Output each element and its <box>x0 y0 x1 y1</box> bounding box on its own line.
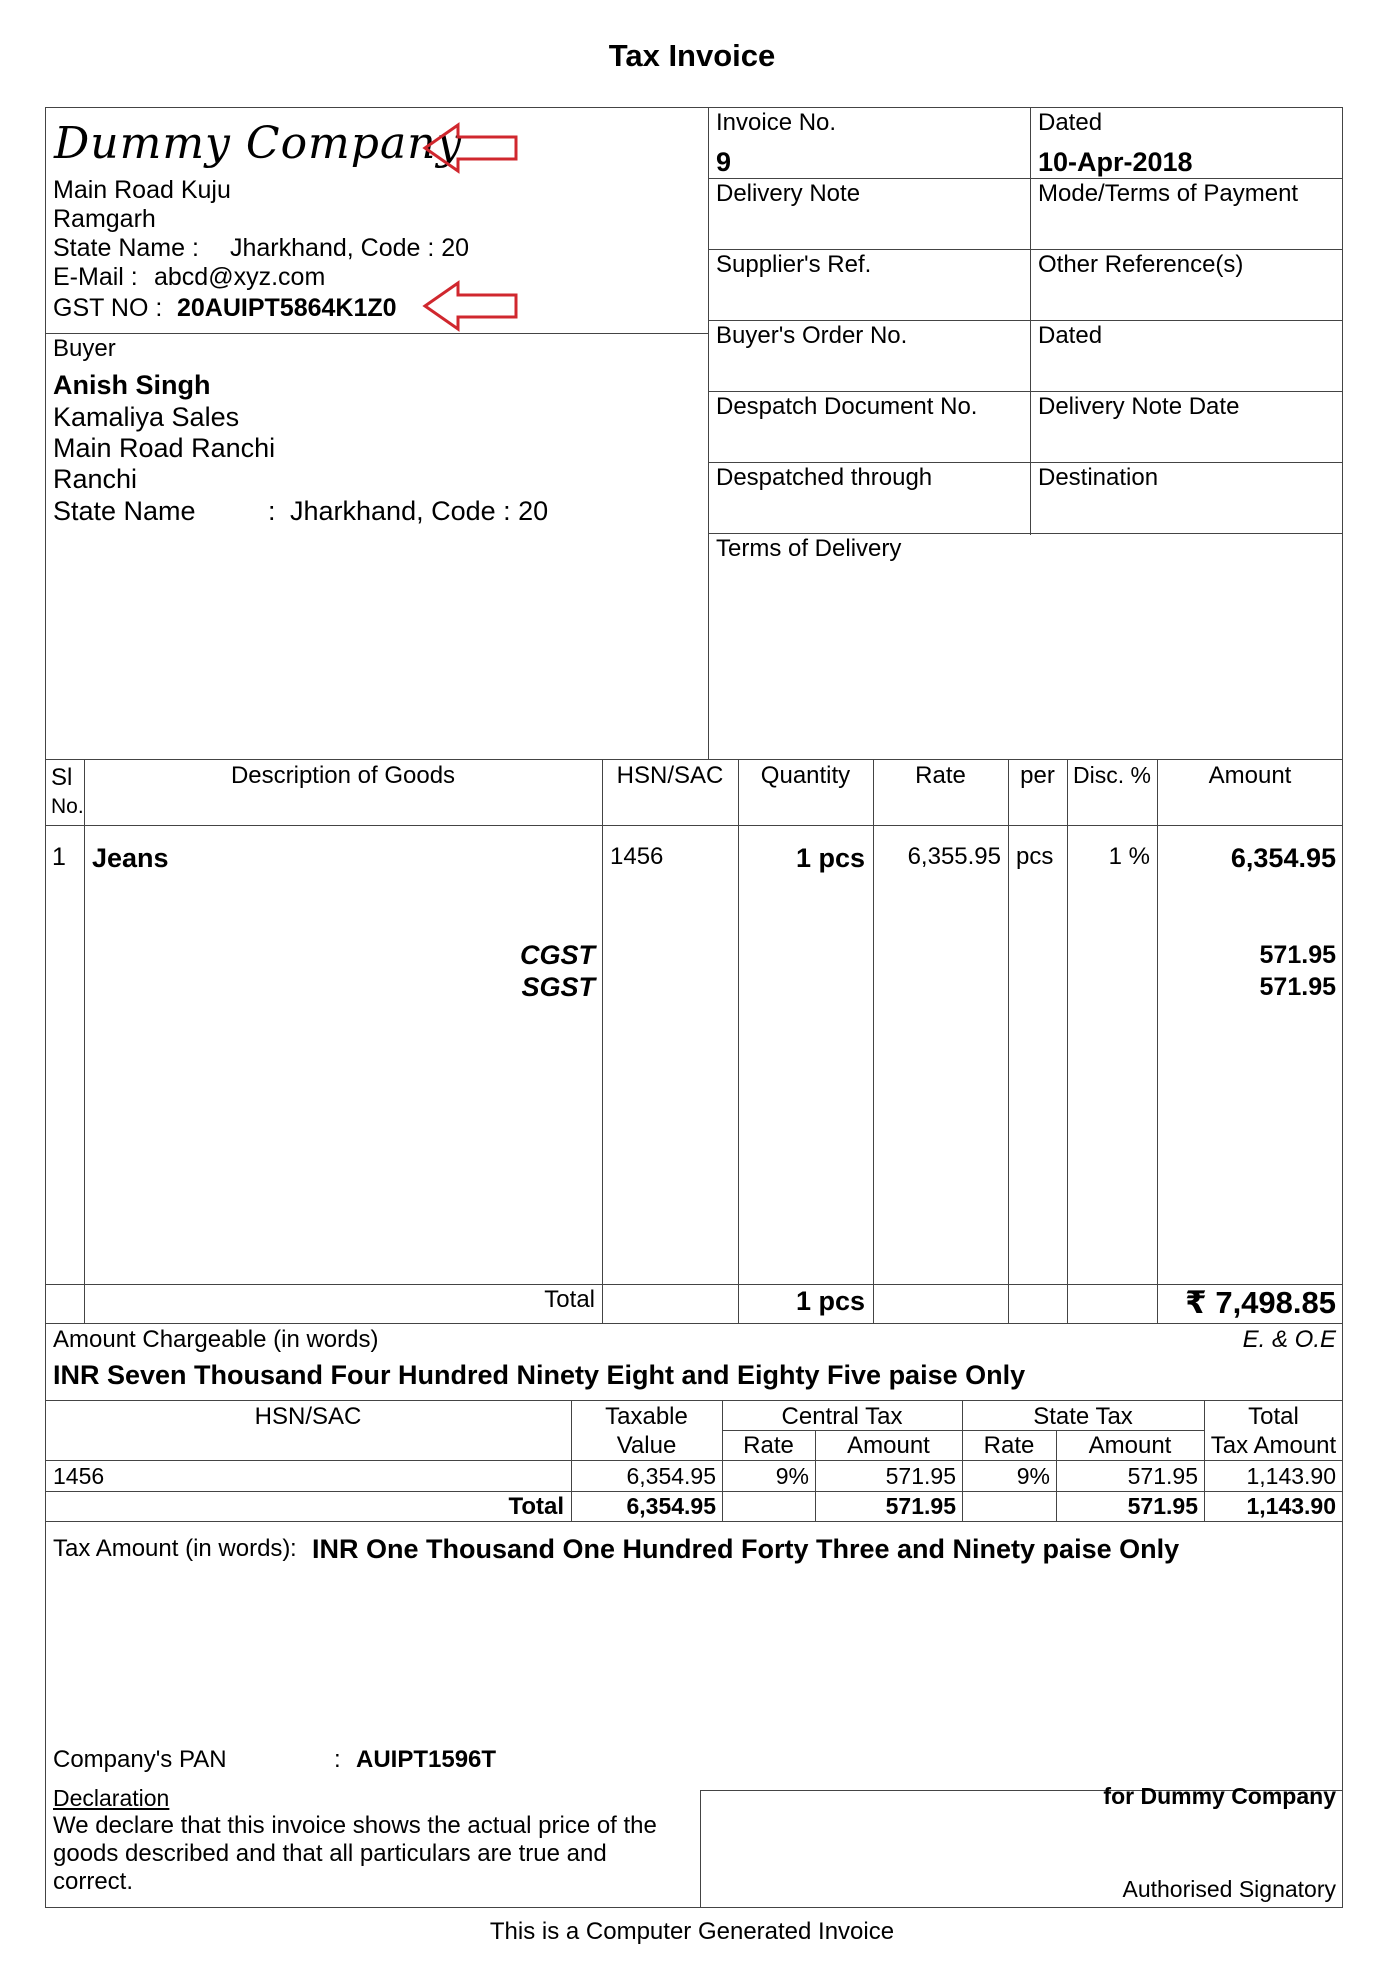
declaration-line-1: We declare that this invoice shows the actual price of the <box>53 1812 657 1839</box>
tax-col-total-header: Total <box>1248 1403 1299 1430</box>
tax-col-total-header-2: Tax Amount <box>1210 1432 1337 1459</box>
buyer-state-value: Jharkhand, Code : 20 <box>290 496 549 526</box>
tax-row-taxable: 6,354.95 <box>626 1463 716 1489</box>
seller-buyer-divider <box>45 333 708 334</box>
tax-col-central-amount-header: Amount <box>847 1432 930 1459</box>
tax-row-state-rate: 9% <box>1016 1463 1050 1489</box>
buyer-state-sep: : <box>268 496 276 526</box>
tax-total-label: Total <box>508 1493 564 1520</box>
item-rate: 6,355.95 <box>907 843 1001 870</box>
tax-total-amount: 1,143.90 <box>1246 1493 1336 1519</box>
declaration-line-2: goods described and that all particulars are true and <box>53 1840 607 1867</box>
buyer-line2: Main Road Ranchi <box>53 433 276 463</box>
items-top-line <box>45 759 1343 760</box>
tax-row-state-amount: 571.95 <box>1127 1463 1198 1489</box>
tax-col-central-header: Central Tax <box>781 1403 903 1430</box>
item-description: Jeans <box>92 843 169 873</box>
item-amount: 6,354.95 <box>1230 843 1336 873</box>
item-hsn: 1456 <box>610 843 664 870</box>
col-description-header: Description of Goods <box>230 762 456 789</box>
col-rate-header: Rate <box>915 762 966 789</box>
company-logo: Dummy Company <box>54 118 463 169</box>
header-divider <box>708 107 709 759</box>
tax-total-state-amount: 571.95 <box>1127 1493 1198 1519</box>
despatched-through-label: Despatched through <box>716 464 933 491</box>
tax-header-line <box>45 1460 1343 1461</box>
seller-address-line1: Main Road Kuju <box>53 176 231 204</box>
sgst-amount: 571.95 <box>1259 973 1336 1001</box>
suppliers-ref-label: Supplier's Ref. <box>716 251 872 278</box>
items-total-line <box>45 1284 1343 1285</box>
sgst-label: SGST <box>521 972 595 1002</box>
mode-terms-label: Mode/Terms of Payment <box>1038 180 1299 207</box>
despatch-doc-label: Despatch Document No. <box>716 393 978 420</box>
invoice-no-value: 9 <box>716 147 732 177</box>
details-row-line <box>708 178 1343 179</box>
arrow-left-icon <box>422 280 520 332</box>
tax-total-taxable: 6,354.95 <box>626 1493 716 1519</box>
col-sl-header: Sl <box>51 764 73 791</box>
pan-label: Company's PAN <box>53 1746 227 1773</box>
tax-row-central-rate: 9% <box>775 1463 809 1489</box>
signature-box-left <box>700 1790 701 1908</box>
invoice-border <box>45 107 1343 1908</box>
items-col-line <box>84 759 85 1323</box>
item-sl: 1 <box>52 843 66 871</box>
item-discount: 1 % <box>1108 843 1150 870</box>
terms-delivery-label: Terms of Delivery <box>716 535 902 562</box>
items-col-line <box>1008 759 1009 1323</box>
tax-bottom-line <box>45 1521 1343 1522</box>
buyer-line3: Ranchi <box>53 464 138 494</box>
cgst-label: CGST <box>519 940 595 970</box>
buyer-state-label: State Name <box>53 496 196 526</box>
tax-row-total: 1,143.90 <box>1246 1463 1336 1489</box>
declaration-line-3: correct. <box>53 1868 134 1895</box>
tax-row-central-amount: 571.95 <box>885 1463 956 1489</box>
details-row-line <box>708 320 1343 321</box>
amount-in-words: INR Seven Thousand Four Hundred Ninety Eight and Eighty Five paise Only <box>53 1360 1026 1390</box>
item-quantity: 1 pcs <box>795 843 865 873</box>
items-total-label: Total <box>544 1286 595 1313</box>
tax-col-taxable-header-2: Value <box>616 1432 677 1459</box>
buyer-label: Buyer <box>53 335 116 362</box>
details-divider <box>1030 107 1031 535</box>
items-total-quantity: 1 pcs <box>795 1286 865 1316</box>
seller-gst-value: 20AUIPT5864K1Z0 <box>177 294 397 322</box>
delivery-note-label: Delivery Note <box>716 180 861 207</box>
details-row-line <box>708 533 1343 534</box>
tax-col-state-header: State Tax <box>1033 1403 1133 1430</box>
seller-email-label: E-Mail : <box>53 263 138 291</box>
order-dated-label: Dated <box>1038 322 1103 349</box>
details-row-line <box>708 391 1343 392</box>
page-title: Tax Invoice <box>608 38 776 73</box>
col-quantity-header: Quantity <box>760 762 851 789</box>
buyer-name: Anish Singh <box>53 370 211 400</box>
buyers-order-label: Buyer's Order No. <box>716 322 908 349</box>
items-bottom-line <box>45 1323 1343 1324</box>
items-col-line <box>602 759 603 1323</box>
authorised-signatory-label: Authorised Signatory <box>1122 1876 1336 1902</box>
details-row-line <box>708 462 1343 463</box>
items-header-line <box>45 825 1343 826</box>
col-disc-header: Disc. % <box>1073 762 1151 788</box>
seller-state-value: Jharkhand, Code : 20 <box>230 234 470 262</box>
tax-total-central-amount: 571.95 <box>885 1493 956 1519</box>
col-sl-header-2: No. <box>51 795 84 818</box>
tax-col-central-rate-header: Rate <box>743 1432 794 1459</box>
col-hsn-header: HSN/SAC <box>616 762 724 789</box>
delivery-note-date-label: Delivery Note Date <box>1038 393 1240 420</box>
tax-top-line <box>45 1400 1343 1401</box>
footer-note: This is a Computer Generated Invoice <box>489 1918 895 1945</box>
items-total-amount: ₹ 7,498.85 <box>1185 1285 1336 1320</box>
dated-label: Dated <box>1038 109 1103 136</box>
details-row-line <box>708 249 1343 250</box>
dated-value: 10-Apr-2018 <box>1038 147 1193 177</box>
for-company-label: for Dummy Company <box>1103 1783 1336 1809</box>
buyer-line1: Kamaliya Sales <box>53 402 240 432</box>
eoe-label: E. & O.E <box>1242 1326 1336 1353</box>
other-refs-label: Other Reference(s) <box>1038 251 1244 278</box>
tax-row-hsn: 1456 <box>53 1463 105 1489</box>
seller-state-label: State Name : <box>53 234 199 262</box>
tax-words-label: Tax Amount (in words) <box>53 1535 291 1562</box>
seller-gst-label: GST NO : <box>53 294 163 322</box>
destination-label: Destination <box>1038 464 1159 491</box>
tax-row-line <box>45 1491 1343 1492</box>
seller-email-value: abcd@xyz.com <box>154 263 326 291</box>
item-per: pcs <box>1016 843 1054 870</box>
invoice-no-label: Invoice No. <box>716 109 837 136</box>
tax-col-state-amount-header: Amount <box>1088 1432 1172 1459</box>
tax-col-taxable-header: Taxable <box>605 1403 688 1430</box>
seller-address-line2: Ramgarh <box>53 205 156 233</box>
amount-words-label: Amount Chargeable (in words) <box>53 1326 379 1353</box>
declaration-label: Declaration <box>53 1785 170 1811</box>
pan-value: AUIPT1596T <box>356 1746 497 1773</box>
tax-words-sep: : <box>290 1535 297 1562</box>
arrow-left-icon <box>422 122 520 174</box>
tax-amount-in-words: INR One Thousand One Hundred Forty Three and Ninety paise Only <box>312 1534 1180 1564</box>
cgst-amount: 571.95 <box>1259 941 1336 969</box>
col-amount-header: Amount <box>1208 762 1292 789</box>
col-per-header: per <box>1020 762 1055 789</box>
tax-col-state-rate-header: Rate <box>983 1432 1035 1459</box>
pan-sep: : <box>334 1746 341 1773</box>
tax-col-hsn-header: HSN/SAC <box>254 1403 362 1430</box>
